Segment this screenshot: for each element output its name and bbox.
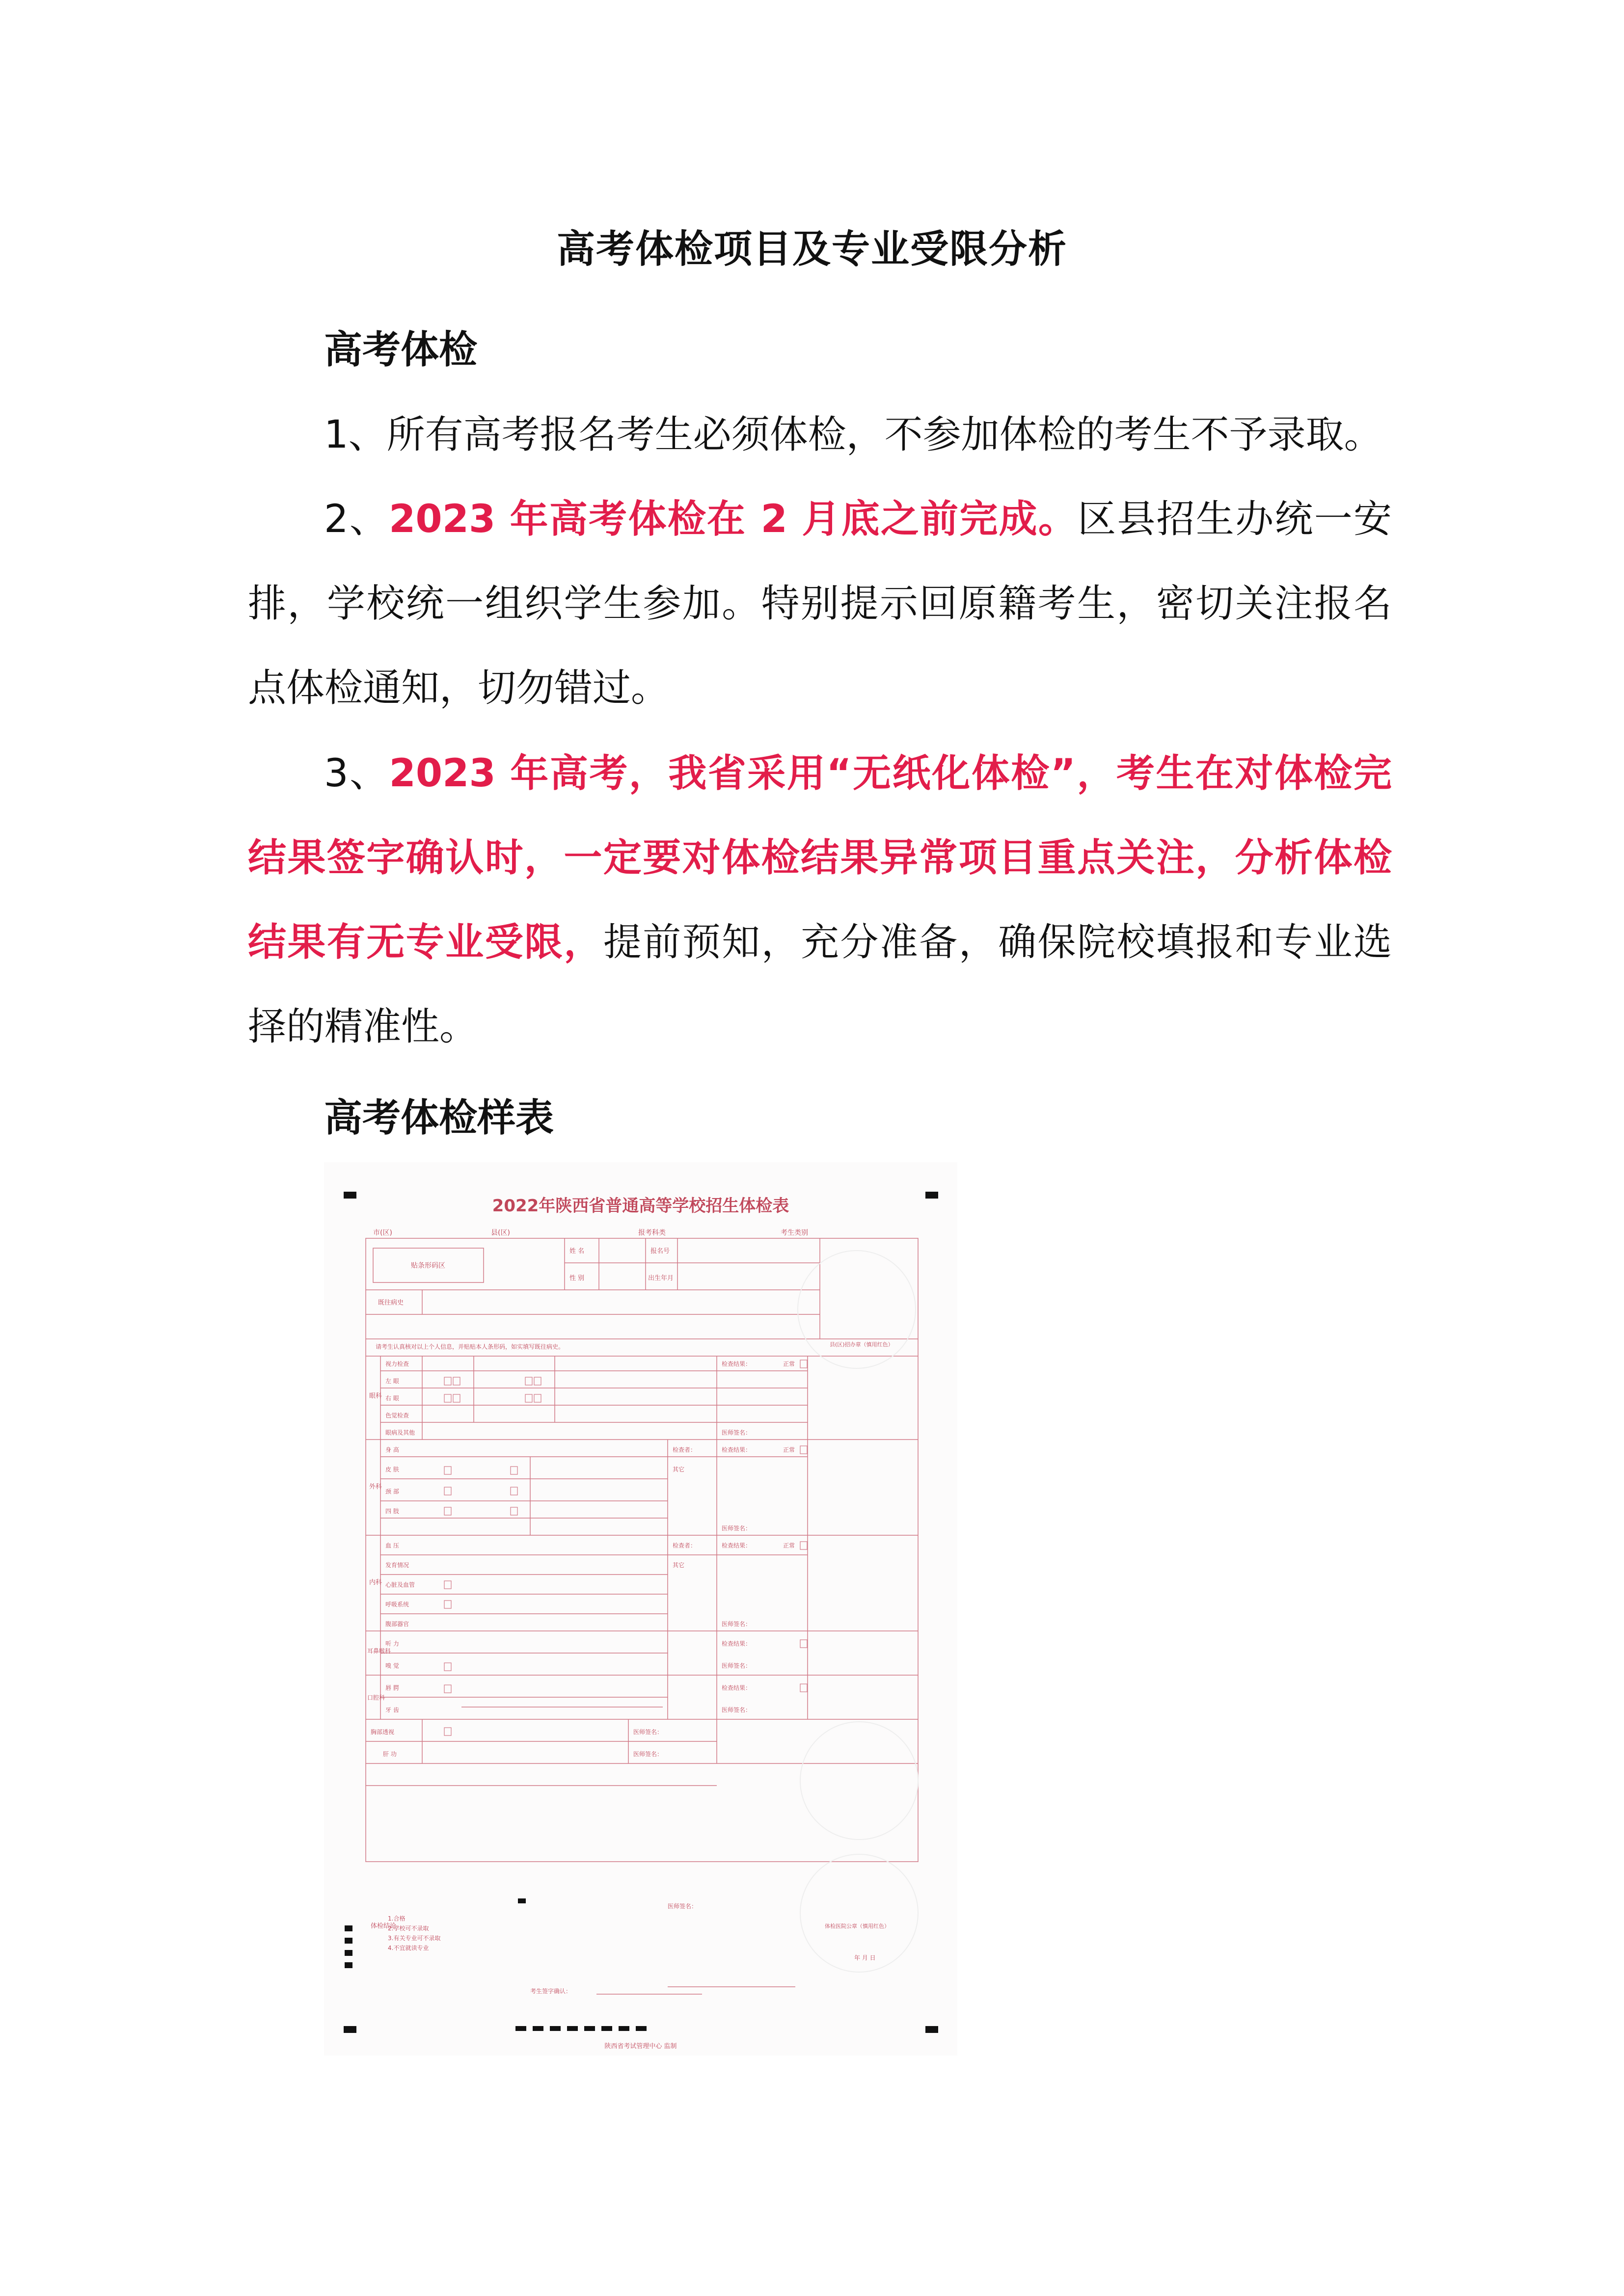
hospital-stamp: 体检医院公章（慎用红色） <box>825 1923 890 1929</box>
form-gender-label: 性 别 <box>569 1275 585 1282</box>
row-neck: 颈 部 <box>385 1488 399 1495</box>
row-limbs: 四 肢 <box>385 1508 399 1515</box>
form-field-county: 县(区) <box>491 1229 510 1237</box>
form-field-category: 考生类别 <box>781 1229 808 1237</box>
form-footer: 陕西省考试管理中心 监制 <box>604 2043 677 2050</box>
row-hearing: 听 力 <box>385 1640 399 1647</box>
examiner-surgery: 检查者： <box>673 1446 697 1453</box>
form-birth-label: 出生年月 <box>648 1275 674 1282</box>
item-3-prefix: 3、 <box>324 751 389 796</box>
form-title: 2022年陕西省普通高等学校招生体检表 <box>492 1196 789 1216</box>
doctor-sign-surgery: 医师签名： <box>722 1525 752 1532</box>
check-result-surgery: 检查结果： <box>722 1446 752 1453</box>
form-section-internal: 内科 <box>369 1579 382 1586</box>
row-liver: 肝 功 <box>383 1751 397 1758</box>
form-date: 年 月 日 <box>854 1954 876 1961</box>
form-field-subject: 报考科类 <box>638 1229 666 1237</box>
row-color: 色觉检查 <box>385 1412 409 1419</box>
page-title: 高考体检项目及专业受限分析 <box>556 227 1067 271</box>
row-vision: 视力检查 <box>385 1361 409 1367</box>
examiner-internal: 检查者： <box>673 1542 697 1549</box>
form-history-label: 既往病史 <box>378 1299 404 1307</box>
item-2-rest: 区县招生办统一安排，学校统一组织学生参加。特别提示回原籍考生，密切关注报名点体检通知，切勿错过。 <box>248 497 1392 710</box>
form-note: 请考生认真核对以上个人信息，并贴贴本人条形码，如实填写既往病史。 <box>376 1343 565 1350</box>
doctor-sign-chest: 医师签名： <box>633 1729 663 1735</box>
section-heading-sample: 高考体检样表 <box>324 1096 554 1140</box>
item-1: 1、所有高考报名考生必须体检，不参加体检的考生不予录取。 <box>324 413 1382 457</box>
form-conclusion-label: 体检结论 <box>371 1922 397 1930</box>
item-3-rest: 提前预知，充分准备，确保院校填报和专业选择的精准性。 <box>248 920 1392 1049</box>
other-surgery: 其它 <box>673 1466 685 1473</box>
row-lips: 唇 腭 <box>385 1684 399 1691</box>
item-2-highlight: 2023 年高考体检在 2 月底之前完成。 <box>389 497 1078 541</box>
form-section-ent: 耳鼻喉科 <box>367 1648 391 1655</box>
row-right-eye: 右 眼 <box>385 1395 399 1402</box>
row-smell: 嗅 觉 <box>385 1662 399 1669</box>
check-result-oral: 检查结果： <box>722 1684 752 1691</box>
section-heading-exam: 高考体检 <box>324 328 478 372</box>
conclusion-3: 3.有关专业可不录取 <box>388 1935 441 1942</box>
row-development: 发育情况 <box>385 1562 409 1569</box>
row-eye-other: 眼病及其他 <box>385 1429 415 1436</box>
item-3 <box>248 731 1392 1069</box>
normal-internal: 正常 <box>783 1542 795 1549</box>
row-heart: 心脏及血管 <box>385 1581 415 1588</box>
row-teeth: 牙 齿 <box>385 1707 399 1713</box>
doctor-sign-conclusion: 医师签名： <box>668 1903 698 1910</box>
check-result-eye: 检查结果： <box>722 1361 752 1367</box>
form-barcode-area: 贴条形码区 <box>411 1262 445 1270</box>
doctor-sign-ent: 医师签名： <box>722 1662 752 1669</box>
form-section-oral: 口腔科 <box>367 1694 385 1701</box>
row-bp: 血 压 <box>385 1542 399 1549</box>
form-name-label: 姓 名 <box>569 1248 585 1255</box>
sample-exam-form <box>324 1162 957 2056</box>
conclusion-4: 4.不宜就读专业 <box>388 1945 429 1951</box>
row-chest: 胸部透视 <box>371 1729 395 1735</box>
doctor-sign-eye: 医师签名： <box>722 1429 752 1436</box>
row-left-eye: 左 眼 <box>385 1378 399 1385</box>
form-office-stamp: 县(区)招办章（慎用红色） <box>830 1341 893 1348</box>
item-2 <box>248 477 1392 730</box>
candidate-sign: 考生签字确认： <box>530 1988 572 1995</box>
row-respiratory: 呼吸系统 <box>385 1601 409 1608</box>
item-2-prefix: 2、 <box>324 497 389 541</box>
item-3-highlight: 2023 年高考，我省采用“无纸化体检”，考生在对体检完结果签字确认时，一定要对体检结果异常项目重点关注，分析体检结果有无专业受限， <box>248 751 1392 964</box>
doctor-sign-internal: 医师签名： <box>722 1621 752 1628</box>
other-internal: 其它 <box>673 1562 685 1569</box>
conclusion-1: 1.合格 <box>388 1915 406 1922</box>
row-height: 身 高 <box>385 1446 399 1453</box>
normal-eye: 正常 <box>783 1361 795 1367</box>
bottom-timing-marks <box>515 2026 647 2031</box>
form-section-eye: 眼科 <box>369 1392 382 1400</box>
check-result-internal: 检查结果： <box>722 1542 752 1549</box>
check-result-ent: 检查结果： <box>722 1640 752 1647</box>
row-skin: 皮 肤 <box>385 1466 399 1473</box>
form-regno-label: 报名号 <box>650 1248 670 1255</box>
form-section-surgery: 外科 <box>369 1483 382 1491</box>
doctor-sign-oral: 医师签名： <box>722 1707 752 1713</box>
doctor-sign-liver: 医师签名： <box>633 1751 663 1758</box>
conclusion-2: 2.学校可不录取 <box>388 1925 429 1932</box>
form-field-city: 市(区) <box>373 1229 392 1237</box>
row-abdomen: 腹部器官 <box>385 1621 409 1628</box>
normal-surgery: 正常 <box>783 1446 795 1453</box>
